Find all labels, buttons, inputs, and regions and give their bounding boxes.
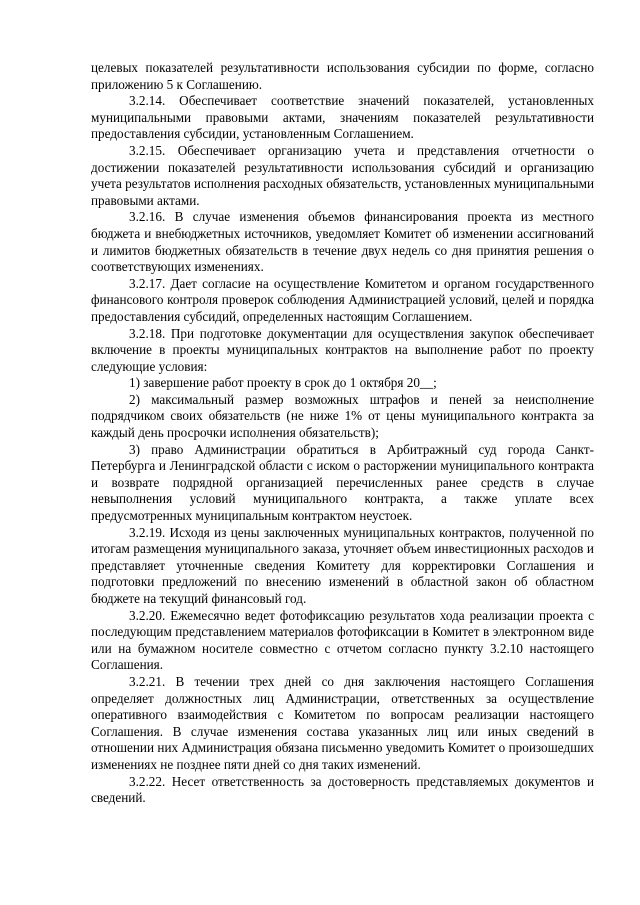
list-item-2: 2) максимальный размер возможных штрафов и пеней за неисполнение подрядчиком своих обязательств (не ниже 1% от цены муниципального контракта за каждый день просрочки исполнения обязательств); — [91, 391, 594, 441]
paragraph-continuation: целевых показателей результативности использования субсидии по форме, согласно приложению 5 к Соглашению. — [91, 60, 594, 92]
paragraph-3-2-19: 3.2.19. Исходя из цены заключенных муниципальных контрактов, полученной по итогам размещения муниципального заказа, уточняет объем инвестиционных расходов и представляет уточненные сведения Комитету для корректировки Соглашения и подготовки предложений по внесению изменений в областной закон об областном бюджете на текущий финансовый год. — [91, 524, 594, 606]
list-item-1: 1) завершение работ проекту в срок до 1 октября 20__; — [129, 375, 437, 391]
list-item-3: 3) право Администрации обратиться в Арбитражный суд города Санкт-Петербурга и Ленинградской области с иском о расторжении муниципального контракта и возврате подрядной организацией перечисленных ранее средств в случае невыполнения условий муниципального контракта, а также уплате всех предусмотренных муниципальным контрактом неустоек. — [91, 441, 594, 524]
paragraph-3-2-18: 3.2.18. При подготовке документации для осуществления закупок обеспечивает включение в проекты муниципальных контрактов на выполнение работ по проекту следующие условия: — [91, 325, 594, 374]
paragraph-3-2-20: 3.2.20. Ежемесячно ведет фотофиксацию результатов хода реализации проекта с последующим представлением материалов фотофиксации в Комитет в электронном виде или на бумажном носителе совместно с отчетом согласно пункту 3.2.10 настоящего Соглашения. — [91, 607, 594, 673]
paragraph-3-2-21: 3.2.21. В течении трех дней со дня заключения настоящего Соглашения определяет должностных лиц Администрации, ответственных за осуществление оперативного взаимодействия с Комитетом по вопросам реализации настоящего Соглашения. В случае изменения состава указанных лиц или иных сведений в отношении них Администрация обязана письменно уведомить Комитет о произошедших изменениях не позднее пяти дней со дня таких изменений. — [91, 673, 594, 772]
paragraph-3-2-15: 3.2.15. Обеспечивает организацию учета и представления отчетности о достижении показателей результативности использования субсидий и организацию учета результатов исполнения расходных обязательств, установленных муниципальными правовыми актами. — [91, 142, 594, 208]
paragraph-3-2-22: 3.2.22. Несет ответственность за достоверность представляемых документов и сведений. — [91, 773, 594, 806]
paragraph-3-2-17: 3.2.17. Дает согласие на осуществление Комитетом и органом государственного финансового контроля проверок соблюдения Администрацией условий, целей и порядка предоставления субсидий, определенных настоящим Соглашением. — [91, 275, 594, 324]
paragraph-3-2-16: 3.2.16. В случае изменения объемов финансирования проекта из местного бюджета и внебюджетных источников, уведомляет Комитет об изменении ассигнований и лимитов бюджетных обязательств в течение двух недель со дня принятия решения о соответствующих изменениях. — [91, 209, 594, 275]
paragraph-3-2-14: 3.2.14. Обеспечивает соответствие значений показателей, установленных муниципальными правовыми актами, значениям показателей результативности предоставления субсидии, установленным Соглашением. — [91, 93, 594, 142]
